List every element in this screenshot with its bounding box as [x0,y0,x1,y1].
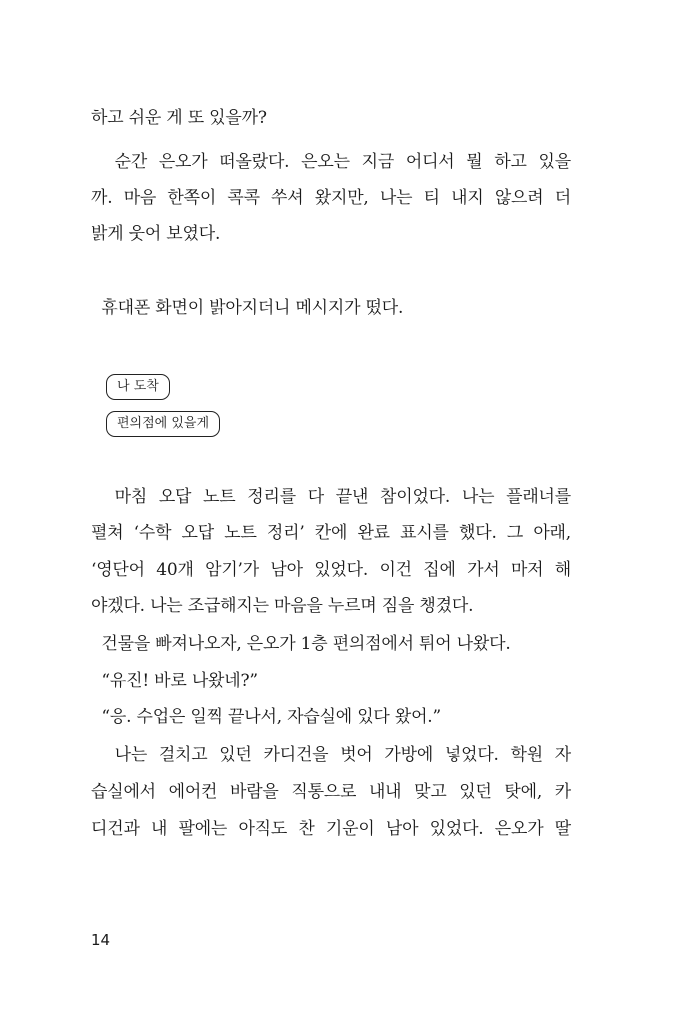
message-bubble: 편의점에 있을게 [106,411,220,437]
dialogue-line: “유진! 바로 나왔네?” [91,671,258,691]
text-line: 나는 걸치고 있던 카디건을 벗어 가방에 넣었다. 학원 자 [91,745,571,765]
text-line: 야겠다. 나는 조급해지는 마음을 누르며 짐을 챙겼다. [91,596,474,616]
text-line: 습실에서 에어컨 바람을 직통으로 내내 맞고 있던 탓에, 카 [91,782,571,802]
dialogue-line: “응. 수업은 일찍 끝나서, 자습실에 있다 왔어.” [91,707,441,727]
text-line: 건물을 빠져나오자, 은오가 1층 편의점에서 튀어 나왔다. [91,634,511,654]
text-line: 까. 마음 한쪽이 콕콕 쑤셔 왔지만, 나는 티 내지 않으려 더 [91,188,571,208]
text-line: 펼쳐 ‘수학 오답 노트 정리’ 칸에 완료 표시를 했다. 그 아래, [91,523,571,543]
text-line: ‘영단어 40개 암기’가 남아 있었다. 이건 집에 가서 마저 해 [91,560,571,580]
text-line: 밝게 웃어 보였다. [91,224,221,244]
page-number: 14 [91,931,111,949]
text-line: 디건과 내 팔에는 아직도 찬 기운이 남아 있었다. 은오가 딸 [91,819,571,839]
message-bubble: 나 도착 [106,374,170,400]
text-line: 하고 쉬운 게 또 있을까? [91,108,267,128]
text-line: 휴대폰 화면이 밝아지더니 메시지가 떴다. [91,298,404,318]
text-line: 마침 오답 노트 정리를 다 끝낸 참이었다. 나는 플래너를 [91,487,571,507]
text-line: 순간 은오가 떠올랐다. 은오는 지금 어디서 뭘 하고 있을 [91,152,571,172]
